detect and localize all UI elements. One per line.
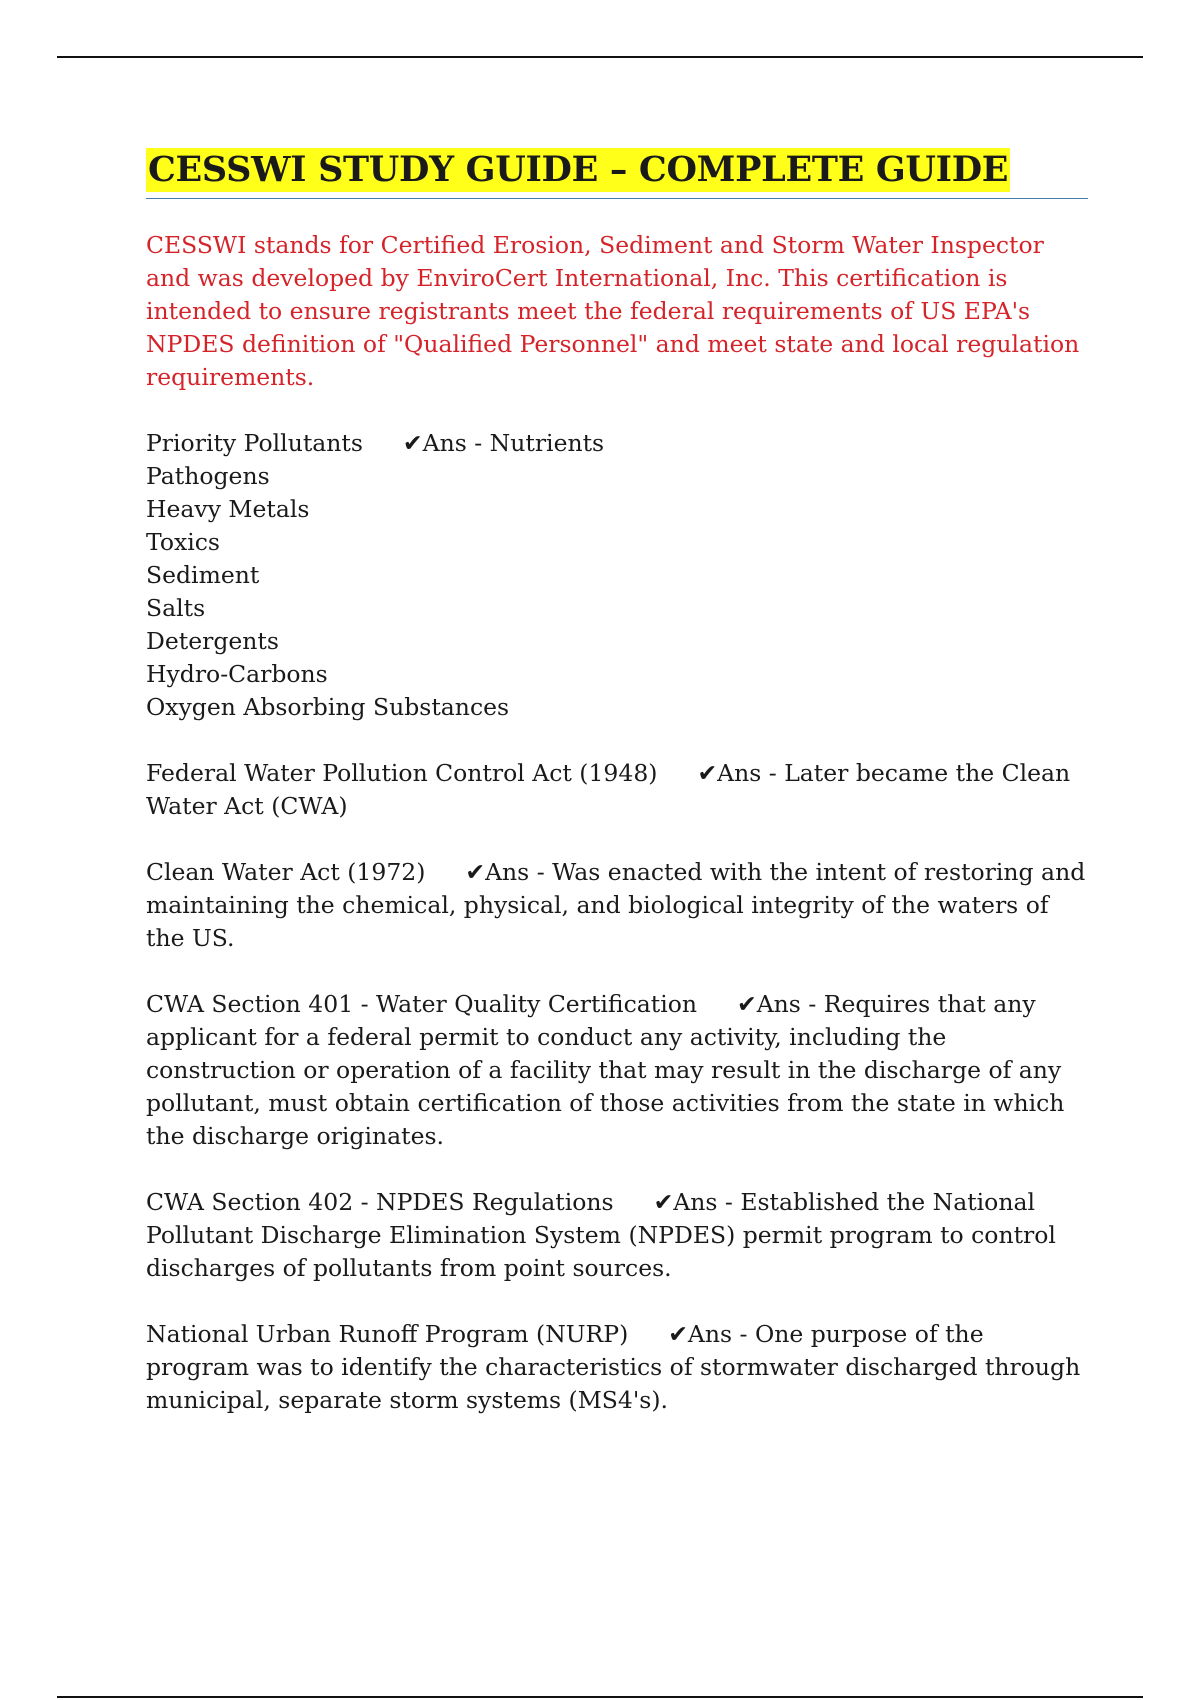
answer-list-item: Oxygen Absorbing Substances <box>146 693 510 721</box>
question-text: CWA Section 402 - NPDES Regulations <box>146 1188 614 1216</box>
answer-text: Was enacted with the intent of restoring and maintaining the chemical, physical, and biological integrity of the waters of the US. <box>146 858 1086 952</box>
qa-item-priority-pollutants <box>146 427 1088 724</box>
question-text: Clean Water Act (1972) <box>146 858 426 886</box>
document-body <box>146 148 1088 1450</box>
answer-list-item: Toxics <box>146 528 220 556</box>
answer-marker: ✔Ans - <box>402 429 490 457</box>
answer-marker: ✔Ans - <box>737 990 824 1018</box>
question-text: CWA Section 401 - Water Quality Certification <box>146 990 697 1018</box>
answer-marker: ✔Ans - <box>653 1188 741 1216</box>
answer-list-item: Heavy Metals <box>146 495 310 523</box>
answer-marker: ✔Ans - <box>697 759 785 787</box>
answer-text: Nutrients <box>489 429 605 457</box>
answer-list-item: Salts <box>146 594 206 622</box>
answer-text: One purpose of the program was to identify the characteristics of stormwater discharged through municipal, separate storm systems (MS4's). <box>146 1320 1081 1414</box>
page-title: CESSWI STUDY GUIDE – COMPLETE GUIDE <box>148 149 1009 190</box>
answer-list-item: Pathogens <box>146 462 270 490</box>
question-text: National Urban Runoff Program (NURP) <box>146 1320 629 1348</box>
answer-text: Established the National Pollutant Discharge Elimination System (NPDES) permit program to control discharges of pollutants from point sources. <box>146 1188 1056 1282</box>
answer-list-item: Sediment <box>146 561 260 589</box>
qa-item-cwa-section-402 <box>146 1186 1088 1285</box>
answer-text: Later became the Clean Water Act (CWA) <box>146 759 1071 820</box>
answer-list-item: Hydro-Carbons <box>146 660 328 688</box>
question-text: Priority Pollutants <box>146 429 363 457</box>
answer-marker: ✔Ans - <box>668 1320 755 1348</box>
answer-marker: ✔Ans - <box>465 858 553 886</box>
answer-text: Requires that any applicant for a federal permit to conduct any activity, including the construction or operation of a facility that may result in the discharge of any pollutant, must obtain certification of those activities from the state in which the discharge originates. <box>146 990 1065 1150</box>
qa-item-nurp <box>146 1318 1088 1417</box>
qa-item-cwa-section-401 <box>146 988 1088 1153</box>
header-rule <box>57 56 1143 58</box>
answer-list-item: Detergents <box>146 627 279 655</box>
qa-item-fwpca-1948 <box>146 757 1088 823</box>
qa-item-cwa-1972 <box>146 856 1088 955</box>
intro-paragraph: CESSWI stands for Certified Erosion, Sediment and Storm Water Inspector and was developed by EnviroCert International, Inc. This certification is intended to ensure registrants meet the federal requirements of US EPA's NPDES definition of "Qualified Personnel" and meet state and local regulation requirements. <box>146 231 1080 391</box>
footer-rule <box>57 1696 1143 1698</box>
title-block <box>146 148 1088 199</box>
question-text: Federal Water Pollution Control Act (1948) <box>146 759 658 787</box>
